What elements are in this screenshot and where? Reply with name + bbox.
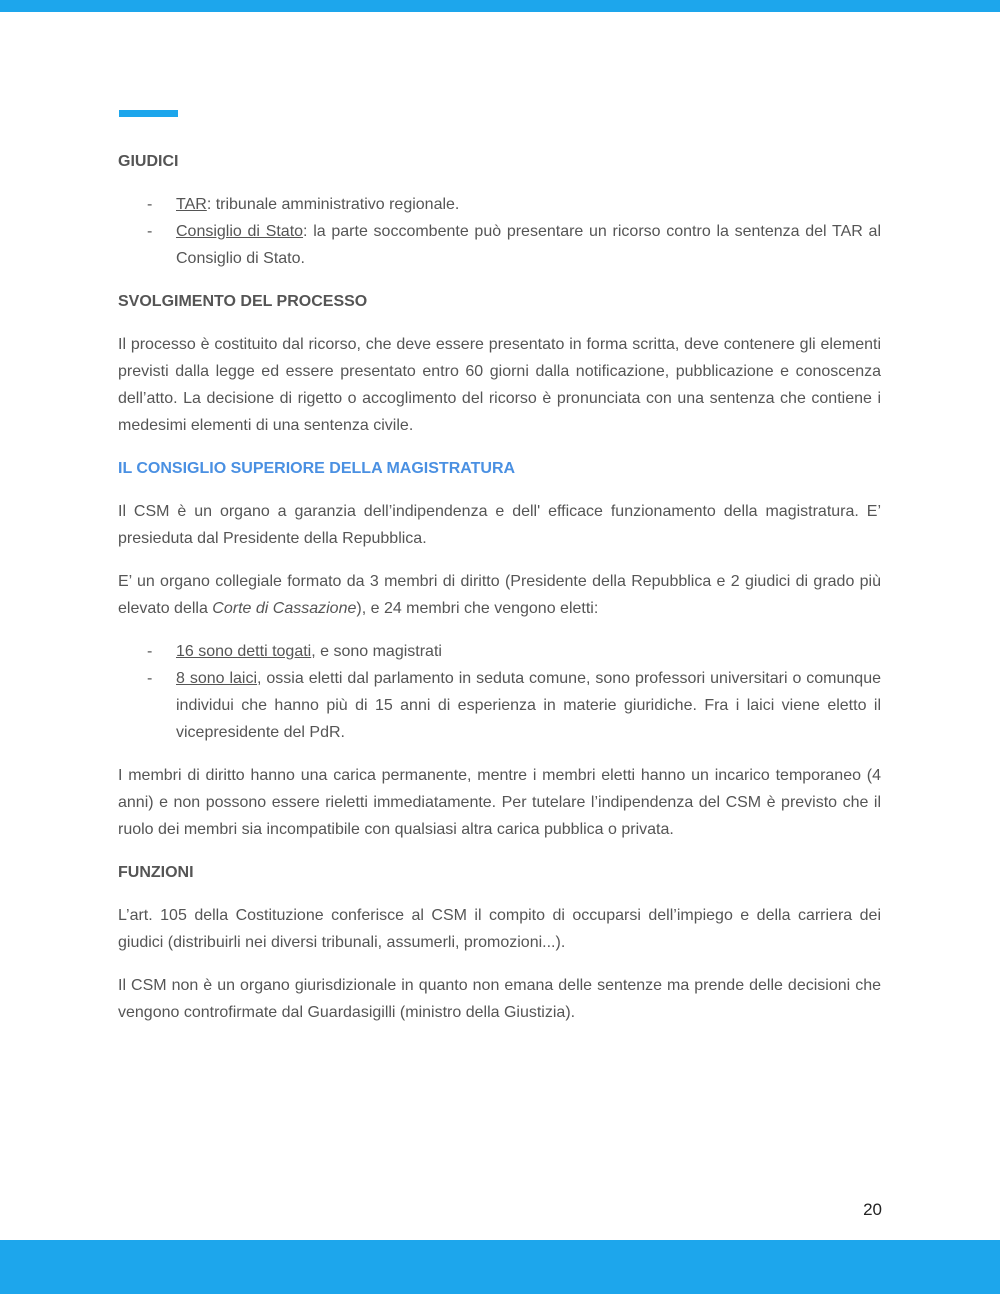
paragraph-funzioni-1: L’art. 105 della Costituzione conferisce al CSM il compito di occuparsi dell’impiego e della carriera dei giudici (distribuirli nei diversi tribunali, assumerli, promozioni...). xyxy=(118,907,881,951)
list-bullet: - xyxy=(147,196,153,213)
list-bullet: - xyxy=(147,223,153,240)
list-item-text: : tribunale amministrativo regionale. xyxy=(206,196,460,213)
corte-di-cassazione: Corte di Cassazione xyxy=(212,600,357,617)
paragraph-csm-membri: I membri di diritto hanno una carica permanente, mentre i membri eletti hanno un incarico temporaneo (4 anni) e non possono essere rieletti immediatamente. Per tutelare l’indipendenza del CSM è previsto che il ruolo dei membri sia incompatibile con qualsiasi altra carica pubblica o privata. xyxy=(118,767,881,838)
heading-csm: IL CONSIGLIO SUPERIORE DELLA MAGISTRATURA xyxy=(118,460,516,477)
composition-text-before: E’ un organo collegiale formato da 3 membri di diritto (Presidente della Repubblica e 2 giudici di grado più elevato della xyxy=(118,573,881,617)
term-tar: TAR xyxy=(176,196,207,213)
list-item-text: , ossia eletti dal parlamento in seduta comune, sono professori universitari o comunque individui che hanno più di 15 anni di esperienza in materie giuridiche. Fra i laici viene eletto il vicepresidente del PdR. xyxy=(176,670,882,741)
term-togati: 16 sono detti togati xyxy=(176,643,312,660)
heading-funzioni: FUNZIONI xyxy=(118,864,194,881)
heading-giudici: GIUDICI xyxy=(118,153,179,170)
composition-text-after: ), e 24 membri che vengono eletti: xyxy=(356,600,599,617)
giudici-list xyxy=(118,191,881,272)
list-item xyxy=(118,191,881,218)
page-number: 20 xyxy=(863,1200,882,1219)
list-bullet: - xyxy=(147,670,153,687)
paragraph-funzioni-2: Il CSM non è un organo giurisdizionale in quanto non emana delle sentenze ma prende delle decisioni che vengono controfirmate dal Guardasigilli (ministro della Giustizia). xyxy=(118,977,881,1021)
list-item xyxy=(118,665,881,746)
term-laici: 8 sono laici xyxy=(176,670,258,687)
paragraph-csm-composition xyxy=(118,568,881,622)
list-bullet: - xyxy=(147,643,153,660)
list-item-text: : la parte soccombente può presentare un ricorso contro la sentenza del TAR al Consiglio di Stato. xyxy=(176,223,881,267)
list-item xyxy=(118,638,881,665)
paragraph-csm-intro: Il CSM è un organo a garanzia dell’indipendenza e dell' efficace funzionamento della magistratura. E’ presieduta dal Presidente della Repubblica. xyxy=(118,503,881,547)
bottom-accent-bar xyxy=(0,1240,1000,1294)
term-consiglio-di-stato: Consiglio di Stato xyxy=(176,223,304,240)
paragraph-svolgimento: Il processo è costituito dal ricorso, che deve essere presentato in forma scritta, deve contenere gli elementi previsti dalla legge ed essere presentato entro 60 giorni dalla notificazione, pubblicazione e conoscenza dell’atto. La decisione di rigetto o accoglimento del ricorso è pronunciata con una sentenza che contiene i medesimi elementi di una sentenza civile. xyxy=(118,336,881,434)
section-accent-dash xyxy=(119,110,178,117)
list-item-text: , e sono magistrati xyxy=(311,643,442,660)
page-content xyxy=(118,148,881,1042)
top-accent-bar xyxy=(0,0,1000,12)
list-item xyxy=(118,218,881,272)
heading-svolgimento: SVOLGIMENTO DEL PROCESSO xyxy=(118,293,368,310)
csm-members-list xyxy=(118,638,881,746)
